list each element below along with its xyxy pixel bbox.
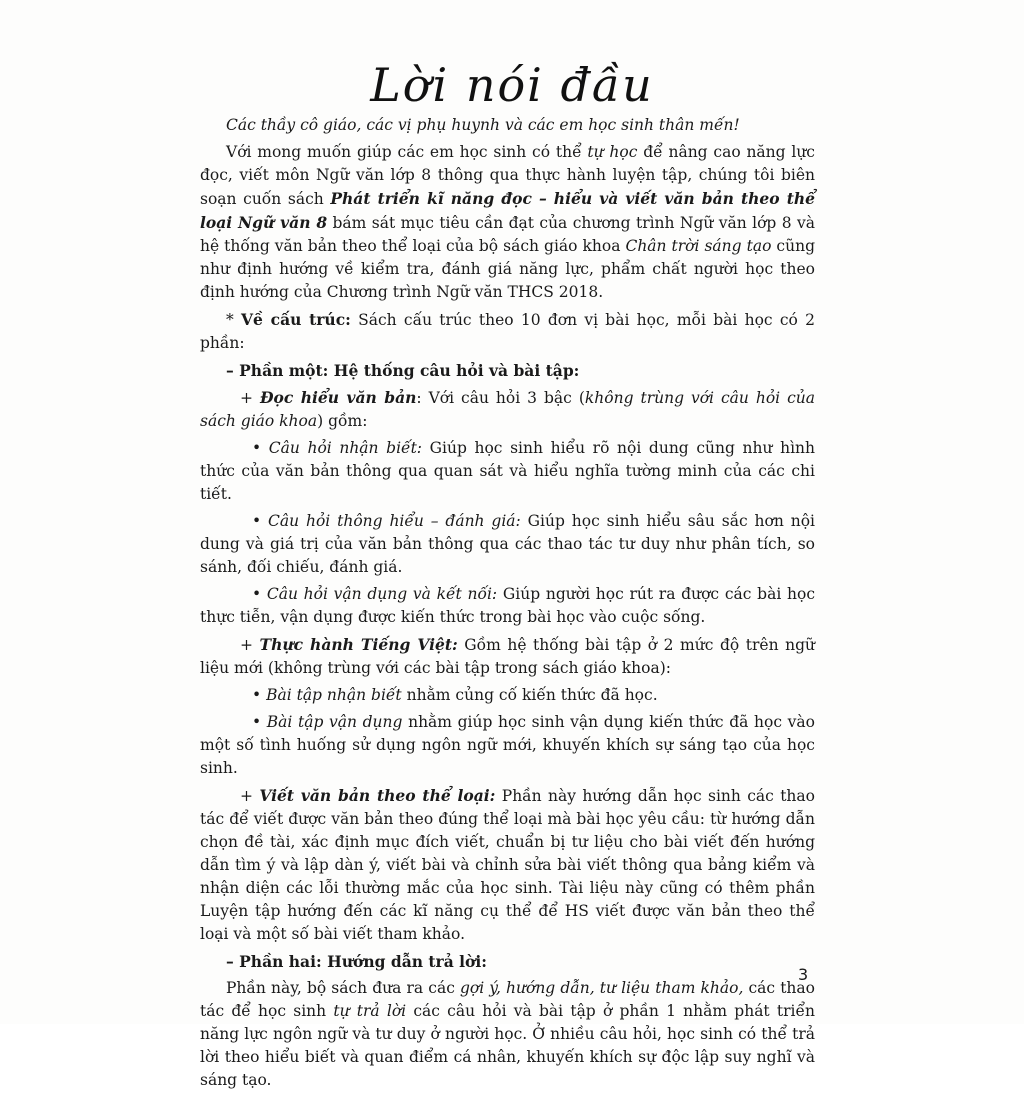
part2-text-c: các thao tác để học sinh [200,979,815,1020]
book-title: Phát triển kĩ năng đọc – hiểu và viết văn bản theo thể loại Ngữ văn 8 [200,189,816,232]
q2-label: • Câu hỏi thông hiểu – đánh giá: [252,512,521,530]
textbook-series: Chân trời sáng tạo [625,237,772,255]
structure-label: Về cấu trúc: [241,310,351,329]
writing-prefix: + [240,787,260,805]
practice-text: Gồm hệ thống bài tập ở 2 mức độ trên ngữ liệu mới (không trùng với các bài tập trong sách giáo khoa): [200,636,815,677]
intro-text-e: bám sát mục tiêu cần đạt của chương trình Ngữ văn lớp 8 và hệ thống văn bản theo thể loại của bộ sách giáo khoa [200,214,815,255]
question-type-application [200,583,815,629]
writing-label: Viết văn bản theo thể loại: [259,786,496,805]
structure-prefix: * [226,311,242,329]
intro-text-a: Với mong muốn giúp các em học sinh có thể [226,143,588,161]
q3-text: Giúp người học rút ra được các bài học thực tiễn, vận dụng được kiến thức trong bài học vào cuộc sống. [200,585,815,626]
writing-text: Phần này hướng dẫn học sinh các thao tác để viết được văn bản theo đúng thể loại mà bài học yêu cầu: từ hướng dẫn chọn đề tài, xác định mục đích viết, chuẩn bị tư liệu cho bài viết đến hướng dẫn tìm ý và lập dàn ý, viết bài và chỉnh sửa bài viết thông qua bảng kiểm và nhận diện các lỗi thường mắc của học sinh. Tài liệu này cũng có thêm phần Luyện tập hướng đến các kĩ năng cụ thể để HS viết được văn bản theo thể loại và một số bài viết tham khảo. [200,787,815,943]
intro-paragraph [200,141,815,304]
q1-label: • Câu hỏi nhận biết: [252,439,423,457]
question-type-recognition [200,437,815,506]
part2-text-d: tự trả lời [333,1002,407,1020]
q1-text: Giúp học sinh hiểu rõ nội dung cũng như hình thức của văn bản thông qua quan sát và hiểu nghĩa tường minh của các chi tiết. [200,439,815,503]
q2-text: Giúp học sinh hiểu sâu sắc hơn nội dung và giá trị của văn bản thông qua các thao tác tư duy như phân tích, so sánh, đối chiếu, đánh giá. [200,512,815,576]
reading-text-b: không trùng với câu hỏi của sách giáo khoa [200,389,816,430]
reading-text-a: : Với câu hỏi 3 bậc ( [416,389,585,407]
ex2-label: • Bài tập vận dụng [252,713,403,731]
page-number: 3 [798,965,809,984]
part2-heading: – Phần hai: Hướng dẫn trả lời: [226,952,488,971]
q3-label: • Câu hỏi vận dụng và kết nối: [252,585,498,603]
question-type-comprehension [200,510,815,579]
practice-prefix: + [240,636,260,654]
practice-paragraph [200,633,815,680]
part2-text-b: gợi ý, hướng dẫn, tư liệu tham khảo, [459,979,744,997]
part1-heading: – Phần một: Hệ thống câu hỏi và bài tập: [226,361,580,380]
intro-text-c: để nâng cao năng lực đọc, viết môn Ngữ văn lớp 8 thông qua thực hành luyện tập, chúng tôi biên soạn cuốn sách [200,143,815,208]
page-title: Lời nói đầu [370,58,654,112]
body-text [200,114,815,1096]
reading-text-c: ) gồm: [317,412,368,430]
reading-prefix: + [240,389,260,407]
ex2-text: nhằm giúp học sinh vận dụng kiến thức đã học vào một số tình huống sử dụng ngôn ngữ mới, khuyến khích sự sáng tạo của học sinh. [200,713,816,777]
intro-text-b: tự học [587,143,638,161]
part2-text-a: Phần này, bộ sách đưa ra các [226,979,460,997]
ex1-label: • Bài tập nhận biết [252,686,402,704]
practice-label: Thực hành Tiếng Việt: [259,635,458,654]
exercise-application [200,711,815,780]
intro-text-g: cũng như định hướng về kiểm tra, đánh giá năng lực, phẩm chất người học theo định hướng của Chương trình Ngữ văn THCS 2018. [200,237,815,301]
ex1-text: nhằm củng cố kiến thức đã học. [401,686,658,704]
structure-text: Sách cấu trúc theo 10 đơn vị bài học, mỗi bài học có 2 phần: [200,311,815,352]
part2-paragraph [200,977,815,1092]
greeting: Các thầy cô giáo, các vị phụ huynh và các em học sinh thân mến! [226,116,740,134]
exercise-recognition [200,684,815,707]
reading-label: Đọc hiểu văn bản [259,388,417,407]
writing-paragraph [200,784,815,946]
structure-paragraph [200,308,815,355]
reading-paragraph [200,386,815,433]
part2-text-e: các câu hỏi và bài tập ở phần 1 nhằm phát triển năng lực ngôn ngữ và tư duy ở người học. Ở nhiều câu hỏi, học sinh có thể trả lời theo hiểu biết và quan điểm cá nhân, khuyến khích sự độc lập suy nghĩ và sáng tạo. [200,1002,815,1089]
